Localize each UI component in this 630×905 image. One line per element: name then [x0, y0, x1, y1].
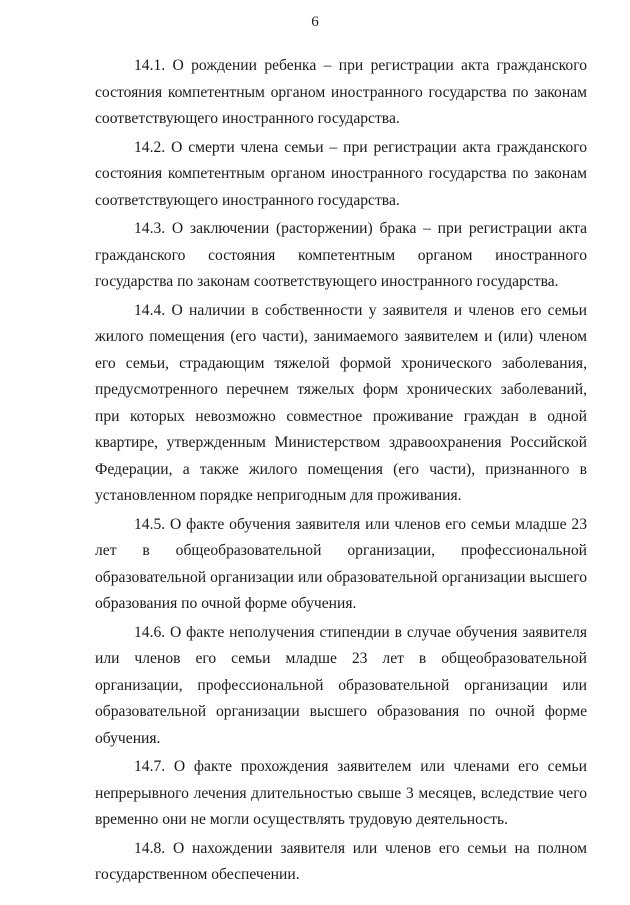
page-number: 6 [311, 14, 319, 30]
paragraph-14-8: 14.8. О нахождении заявителя или членов его семьи на полном государственном обеспечении. [95, 839, 587, 883]
paragraph-14-5: 14.5. О факте обучения заявителя или членов его семьи младше 23 лет в общеобразовательной организации, профессиональной образовательной организации или образовательной организации высшего образования по очной форме обучения. [95, 515, 587, 612]
document-body [95, 53, 587, 890]
paragraph-14-2: 14.2. О смерти члена семьи – при регистрации акта гражданского состояния компетентным органом иностранного государства по законам соответствующего иностранного государства. [95, 138, 587, 209]
paragraph-14-1: 14.1. О рождении ребенка – при регистрации акта гражданского состояния компетентным органом иностранного государства по законам соответствующего иностранного государства. [95, 57, 587, 127]
paragraph-14-4: 14.4. О наличии в собственности у заявителя и членов его семьи жилого помещения (его части), занимаемого заявителем и (или) членом его семьи, страдающим тяжелой формой хронического заболевания, предусмотренного перечнем тяжелых форм хронических заболеваний, при которых невозможно совместное проживание граждан в одной квартире, утвержденным Министерством здравоохранения Российской Федерации, а также жилого помещения (его части), признанного в установленном порядке непригодным для проживания. [95, 301, 587, 504]
paragraph-14-3: 14.3. О заключении (расторжении) брака – при регистрации акта гражданского состояния компетентным органом иностранного государства по законам соответствующего иностранного государства. [95, 220, 587, 290]
paragraph-14-6: 14.6. О факте неполучения стипендии в случае обучения заявителя или членов его семьи младше 23 лет в общеобразовательной организации, профессиональной образовательной организации или образовательной организации высшего образования по очной форме обучения. [95, 623, 587, 747]
paragraph-14-7: 14.7. О факте прохождения заявителем или членами его семьи непрерывного лечения длительностью свыше 3 месяцев, вследствие чего временно они не могли осуществлять трудовую деятельность. [95, 758, 587, 828]
